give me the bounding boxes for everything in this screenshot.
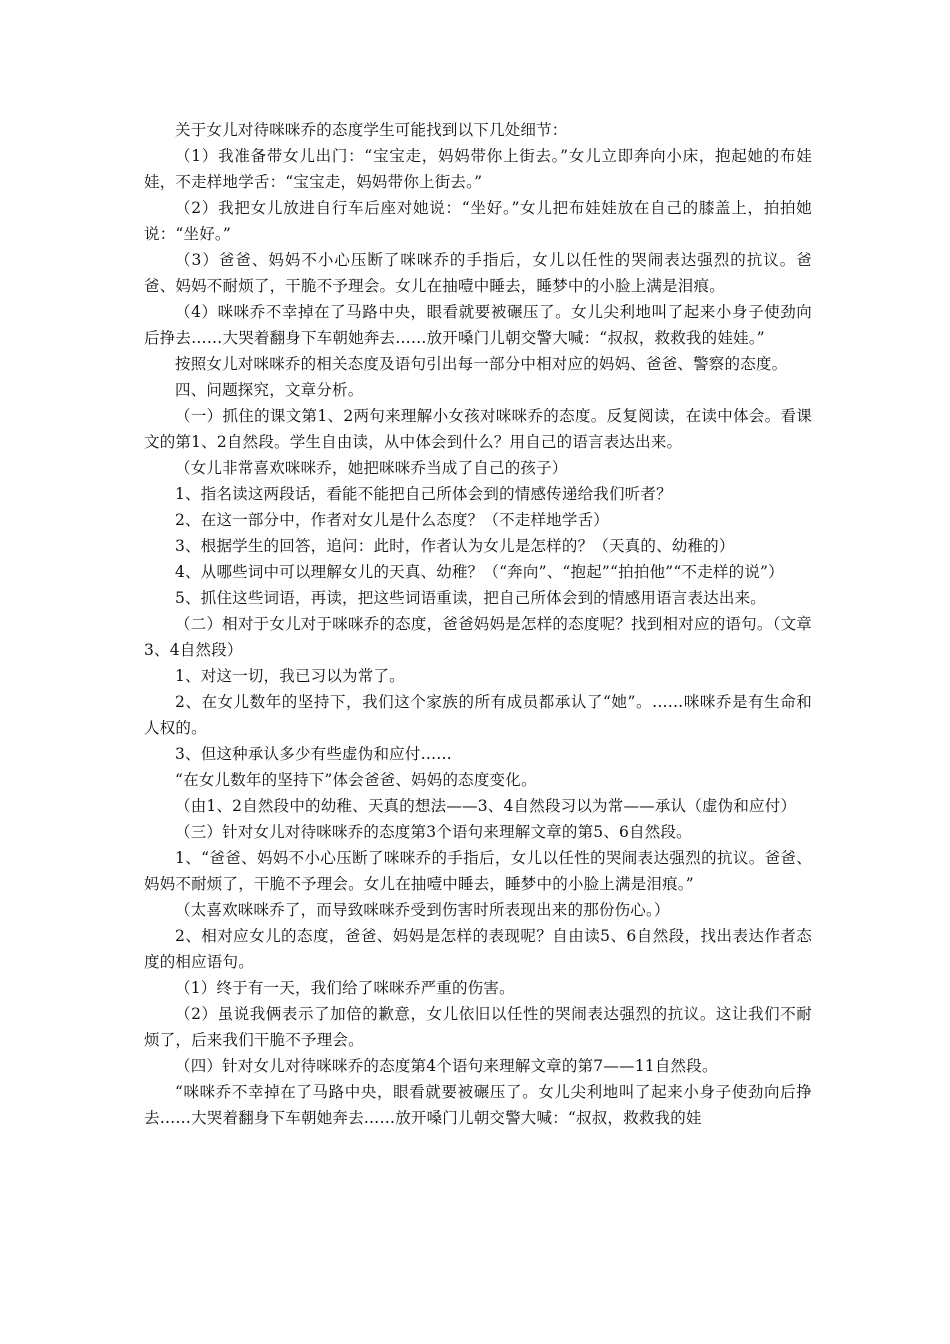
paragraph-question-4: 4、从哪些词中可以理解女儿的天真、幼稚？（“奔向”、“抱起”“拍拍他”“不走样的说”） xyxy=(175,563,784,581)
paragraph-detail-1: （1）我准备带女儿出门：“宝宝走，妈妈带你上街去。”女儿立即奔向小床，抱起她的布娃娃，不走样地学舌：“宝宝走，妈妈带你上街去。” xyxy=(144,147,812,191)
paragraph-part-3-item-2: 2、相对应女儿的态度，爸爸、妈妈是怎样的表现呢？自由读5、6自然段，找出表达作者态度的相应语句。 xyxy=(144,927,812,971)
paragraph-part-3-sub-2: （2）虽说我俩表示了加倍的歉意，女儿依旧以任性的哭闹表达强烈的抗议。这让我们不耐烦了，后来我们干脆不予理会。 xyxy=(144,1005,812,1049)
paragraph-detail-2: （2）我把女儿放进自行车后座对她说：“坐好。”女儿把布娃娃放在自己的膝盖上，拍拍她说：“坐好。” xyxy=(144,199,812,243)
paragraph-part-3-sub-1: （1）终于有一天，我们给了咪咪乔严重的伤害。 xyxy=(175,979,515,997)
paragraph-detail-4: （4）咪咪乔不幸掉在了马路中央，眼看就要被碾压了。女儿尖利地叫了起来小身子使劲向后挣去……大哭着翻身下车朝她奔去……放开嗓门儿朝交警大喊：“叔叔，救救我的娃娃。” xyxy=(144,303,812,347)
paragraph-question-5: 5、抓住这些词语，再读，把这些词语重读，把自己所体会到的情感用语言表达出来。 xyxy=(175,589,766,607)
paragraph-question-3: 3、根据学生的回答，追问：此时，作者认为女儿是怎样的？（天真的、幼稚的） xyxy=(175,537,735,555)
paragraph-part-4-quote: “咪咪乔不幸掉在了马路中央，眼看就要被碾压了。女儿尖利地叫了起来小身子使劲向后挣去……大哭着翻身下车朝她奔去……放开嗓门儿朝交警大喊：“叔叔，救救我的娃 xyxy=(144,1083,812,1127)
paragraph-part-2-item-1: 1、对这一切，我已习以为常了。 xyxy=(175,667,405,685)
paragraph-part-2-summary: （由1、2自然段中的幼稚、天真的想法——3、4自然段习以为常——承认（虚伪和应付） xyxy=(175,797,797,815)
paragraph-question-2: 2、在这一部分中，作者对女儿是什么态度？（不走样地学舌） xyxy=(175,511,609,529)
paragraph-part-3-note: （太喜欢咪咪乔了，而导致咪咪乔受到伤害时所表现出来的那份伤心。） xyxy=(175,901,670,919)
paragraph-part-2-item-3: 3、但这种承认多少有些虚伪和应付…… xyxy=(175,745,452,763)
paragraph-detail-3: （3）爸爸、妈妈不小心压断了咪咪乔的手指后，女儿以任性的哭闹表达强烈的抗议。爸爸、妈妈不耐烦了，干脆不予理会。女儿在抽噎中睡去，睡梦中的小脸上满是泪痕。 xyxy=(144,251,812,295)
document-body xyxy=(144,117,812,1131)
section-heading-4: 四、问题探究，文章分析。 xyxy=(175,381,364,399)
paragraph-part-2-insight: “在女儿数年的坚持下”体会爸爸、妈妈的态度变化。 xyxy=(175,771,537,789)
paragraph-intro: 关于女儿对待咪咪乔的态度学生可能找到以下几处细节： xyxy=(175,121,568,139)
paragraph-part-2-item-2: 2、在女儿数年的坚持下，我们这个家族的所有成员都承认了“她”。……咪咪乔是有生命和人权的。 xyxy=(144,693,812,737)
paragraph-part-3: （三）针对女儿对待咪咪乔的态度第3个语句来理解文章的第5、6自然段。 xyxy=(175,823,692,841)
paragraph-part-1-note: （女儿非常喜欢咪咪乔，她把咪咪乔当成了自己的孩子） xyxy=(175,459,568,477)
paragraph-part-2: （二）相对于女儿对于咪咪乔的态度，爸爸妈妈是怎样的态度呢？找到相对应的语句。（文章3、4自然段） xyxy=(144,615,812,659)
paragraph-guide: 按照女儿对咪咪乔的相关态度及语句引出每一部分中相对应的妈妈、爸爸、警察的态度。 xyxy=(175,355,788,373)
paragraph-question-1: 1、指名读这两段话，看能不能把自己所体会到的情感传递给我们听者？ xyxy=(175,485,672,503)
paragraph-part-3-item-1: 1、“爸爸、妈妈不小心压断了咪咪乔的手指后，女儿以任性的哭闹表达强烈的抗议。爸爸、妈妈不耐烦了，干脆不予理会。女儿在抽噎中睡去，睡梦中的小脸上满是泪痕。” xyxy=(144,849,812,893)
paragraph-part-1: （一）抓住的课文第1、2两句来理解小女孩对咪咪乔的态度。反复阅读，在读中体会。看课文的第1、2自然段。学生自由读，从中体会到什么？用自己的语言表达出来。 xyxy=(144,407,812,451)
paragraph-part-4: （四）针对女儿对待咪咪乔的态度第4个语句来理解文章的第7——11自然段。 xyxy=(175,1057,718,1075)
